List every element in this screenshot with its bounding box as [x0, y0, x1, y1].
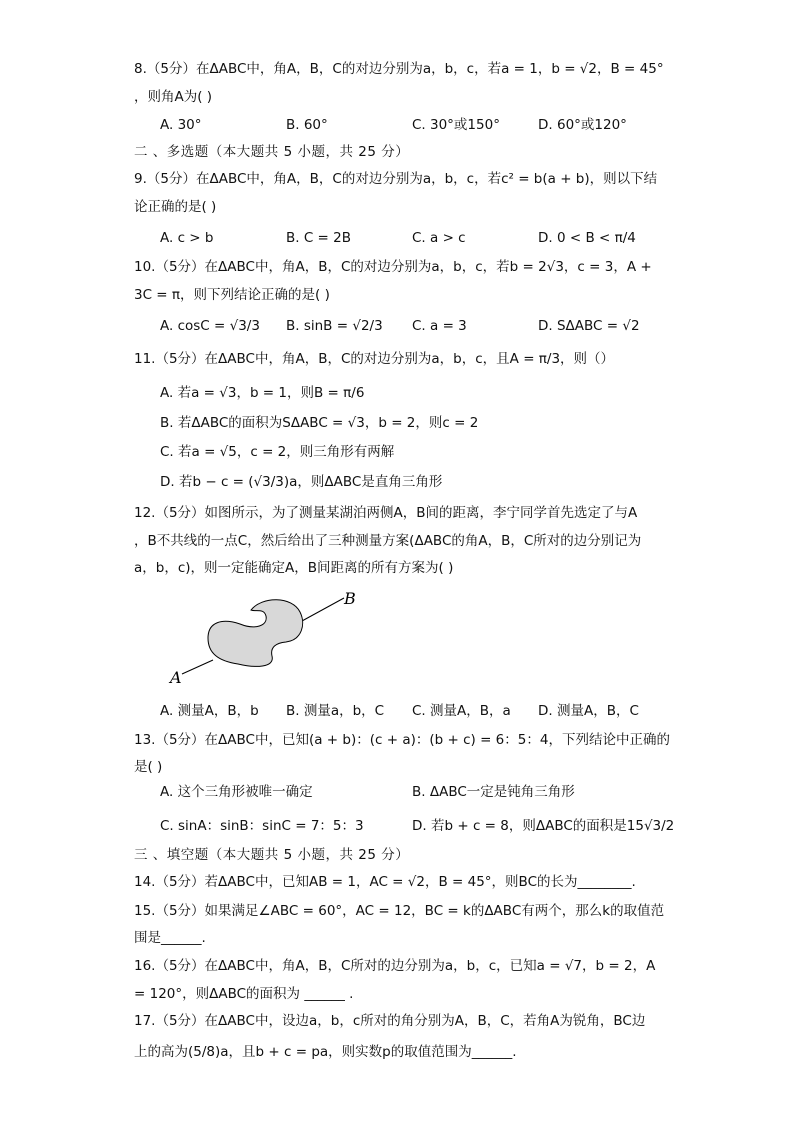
q8-option-a: A. 30° [160, 117, 202, 133]
q10-option-a: A. cosC = √3/3 [160, 318, 260, 334]
q12-option-b: B. 测量a，b，C [286, 703, 385, 719]
lake-figure [160, 588, 370, 688]
q8-option-c: C. 30°或150° [412, 117, 500, 133]
q13-line1: 13.（5分）在ΔABC中，已知(a + b)：(c + a)：(b + c) = 6：5：4，下列结论中正确的 [134, 732, 670, 748]
q8-line1: 8.（5分）在ΔABC中，角A，B，C的对边分别为a，b，c，若a = 1，b = √2，B = 45° [134, 61, 664, 77]
q12-option-d: D. 测量A，B，C [538, 703, 639, 719]
q13-option-d: D. 若b + c = 8，则ΔABC的面积是15√3/2 [412, 818, 675, 834]
q12-line3: a，b，c)，则一定能确定A，B间距离的所有方案为( ) [134, 560, 454, 576]
q9-option-c: C. a > c [412, 230, 466, 246]
q9-option-d: D. 0 < B < π/4 [538, 230, 636, 246]
q8-line2: ，则角A为( ) [134, 89, 213, 105]
q13-option-c: C. sinA：sinB：sinC = 7：5：3 [160, 818, 364, 834]
q8-option-d: D. 60°或120° [538, 117, 627, 133]
label-a: A [170, 668, 182, 687]
q17-line1: 17.（5分）在ΔABC中，设边a，b，c所对的角分别为A，B，C，若角A为锐角，BC边 [134, 1013, 646, 1029]
q10-line1: 10.（5分）在ΔABC中，角A，B，C的对边分别为a，b，c，若b = 2√3，c = 3，A + [134, 259, 652, 275]
q9-option-b: B. C = 2B [286, 230, 352, 246]
q9-line1: 9.（5分）在ΔABC中，角A，B，C的对边分别为a，b，c，若c² = b(a + b)，则以下结 [134, 171, 658, 187]
q10-option-b: B. sinB = √2/3 [286, 318, 383, 334]
q12-option-a: A. 测量A，B，b [160, 703, 259, 719]
lake-shape [208, 600, 303, 667]
q15-line1: 15.（5分）如果满足∠ABC = 60°，AC = 12，BC = k的ΔABC有两个，那么k的取值范 [134, 903, 665, 919]
q9-option-a: A. c > b [160, 230, 214, 246]
section-heading-multiple-choice: 二 、多选题（本大题共 5 小题，共 25 分） [134, 144, 410, 160]
q12-line1: 12.（5分）如图所示，为了测量某湖泊两侧A，B间的距离，李宁同学首先选定了与A [134, 505, 638, 521]
q11-option-b: B. 若ΔABC的面积为SΔABC = √3，b = 2，则c = 2 [160, 415, 479, 431]
q12-line2: ，B不共线的一点C，然后给出了三种测量方案(ΔABC的角A，B，C所对的边分别记为 [134, 533, 642, 549]
q11-option-a: A. 若a = √3，b = 1，则B = π/6 [160, 385, 365, 401]
q8-option-b: B. 60° [286, 117, 328, 133]
q11-option-d: D. 若b − c = (√3/3)a，则ΔABC是直角三角形 [160, 474, 443, 490]
q10-line2: 3C = π，则下列结论正确的是( ) [134, 287, 330, 303]
q9-line2: 论正确的是( ) [134, 199, 217, 215]
q14-line1: 14.（5分）若ΔABC中，已知AB = 1，AC = √2，B = 45°，则BC的长为________. [134, 874, 636, 890]
q12-option-c: C. 测量A，B，a [412, 703, 511, 719]
line-a-to-lake [182, 660, 213, 674]
q13-option-b: B. ΔABC一定是钝角三角形 [412, 784, 575, 800]
q16-line1: 16.（5分）在ΔABC中，角A，B，C所对的边分别为a，b，c，已知a = √7，b = 2，A [134, 958, 656, 974]
q15-line2: 围是______. [134, 930, 206, 946]
label-b: B [344, 589, 356, 608]
q17-line2: 上的高为(5/8)a，且b + c = pa，则实数p的取值范围为______. [134, 1044, 517, 1060]
q11-option-c: C. 若a = √5，c = 2，则三角形有两解 [160, 444, 395, 460]
q11-line1: 11.（5分）在ΔABC中，角A，B，C的对边分别为a，b，c，且A = π/3，则（） [134, 351, 615, 367]
q13-option-a: A. 这个三角形被唯一确定 [160, 784, 313, 800]
q16-line2: = 120°，则ΔABC的面积为 ______ . [134, 986, 354, 1002]
section-heading-fill-in: 三 、填空题（本大题共 5 小题，共 25 分） [134, 847, 410, 863]
q10-option-c: C. a = 3 [412, 318, 467, 334]
q13-line2: 是( ) [134, 759, 163, 775]
q10-option-d: D. SΔABC = √2 [538, 318, 640, 334]
